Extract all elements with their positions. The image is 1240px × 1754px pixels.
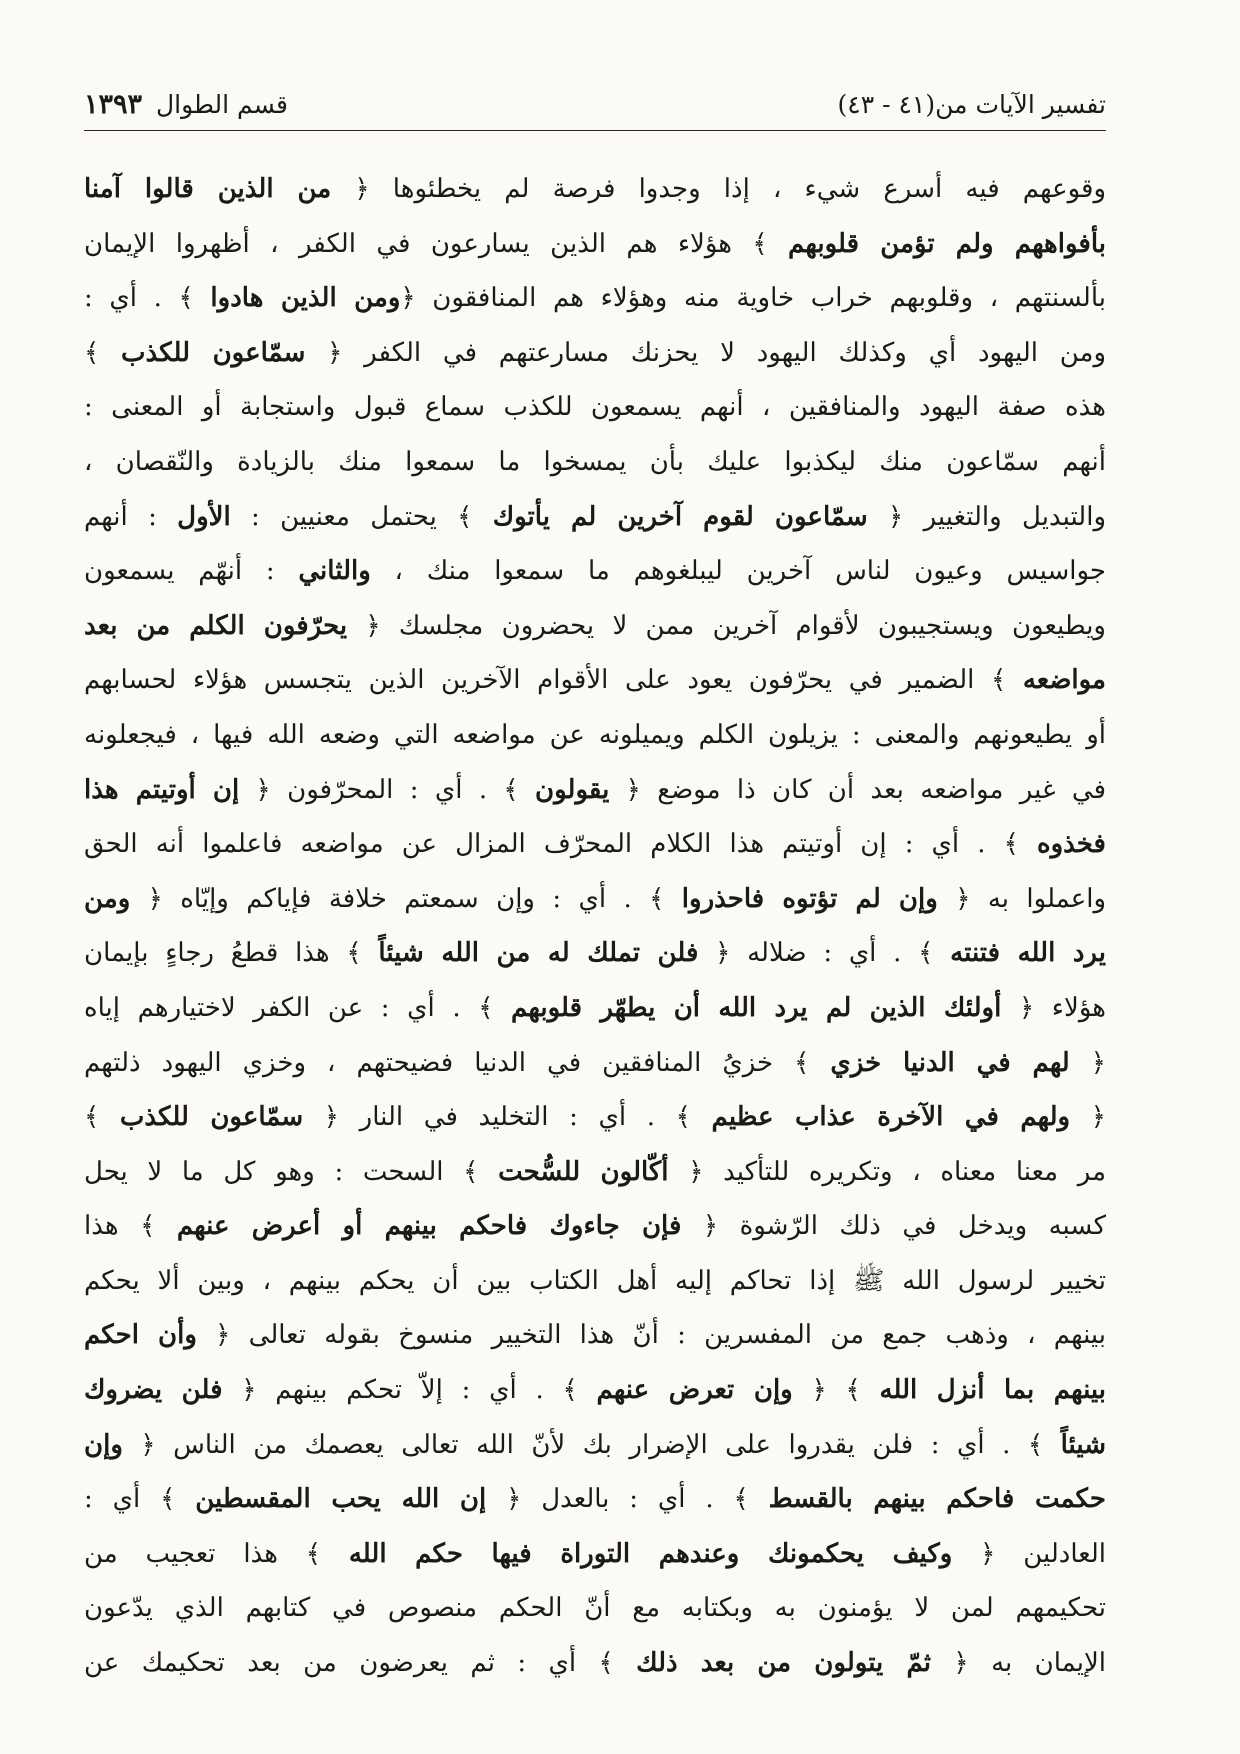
commentary-text: ﴾ . أي : إن أوتيتم هذا الكلام المحرّف المزال عن مواضعه فاعلموا أنه الحق — [84, 829, 1037, 860]
quranic-phrase: مواضعه — [1022, 665, 1106, 696]
quranic-phrase: بأفواههم ولم تؤمن قلوبهم — [788, 228, 1106, 259]
quranic-phrase: فلن يضروك — [84, 1375, 223, 1406]
part-title: قسم الطوال — [156, 90, 288, 119]
commentary-text: ﴾ هؤلاء هم الذين يسارعون في الكفر ، أظهروا الإيمان — [84, 228, 789, 259]
commentary-text: ﴾ . أي : بالعدل ﴿ — [486, 1484, 769, 1515]
commentary-text: تخيير لرسول الله ﷺ إذا تحاكم إليه أهل الكتاب بين أن يحكم بينهم ، وبين ألا يحكم — [84, 1265, 1106, 1296]
quranic-phrase: فلن تملك له من الله شيئاً — [378, 938, 699, 969]
commentary-text: ﴾ . أي : — [84, 283, 211, 314]
commentary-text: الإيمان به ﴿ — [931, 1648, 1106, 1679]
commentary-text: ﴾ خزيُ المنافقين في الدنيا فضيحتهم ، وخزي اليهود ذلتهم — [84, 1047, 831, 1078]
quranic-phrase: ولهم في الآخرة عذاب عظيم — [711, 1102, 1071, 1133]
text-line — [84, 1472, 1106, 1527]
quranic-phrase: إن أوتيتم هذا — [84, 774, 240, 805]
text-line — [84, 708, 1106, 763]
tafsir-body-text — [84, 162, 1106, 1691]
commentary-text: ﴾ . أي : ضلاله ﴿ — [698, 938, 951, 969]
text-line — [84, 490, 1106, 545]
quranic-phrase: فإن جاءوك فاحكم بينهم أو أعرض عنهم — [176, 1211, 682, 1242]
text-line — [84, 1090, 1106, 1145]
text-line — [84, 162, 1106, 217]
commentary-text: ﴾ السحت : وهو كل ما لا يحل — [84, 1156, 499, 1187]
text-line — [84, 599, 1106, 654]
text-line — [84, 817, 1106, 872]
text-line — [84, 435, 1106, 490]
commentary-text: ﴾ أي : — [84, 1484, 196, 1515]
quranic-phrase: إن الله يحب المقسطين — [195, 1484, 487, 1515]
commentary-text: ﴾ هذا — [84, 1211, 177, 1242]
running-header — [84, 84, 1106, 126]
text-line — [84, 981, 1106, 1036]
quranic-phrase: الأول — [177, 501, 231, 532]
text-line — [84, 1418, 1106, 1473]
text-line — [84, 380, 1106, 435]
quranic-phrase: وكيف يحكمونك وعندهم التوراة فيها حكم الله — [348, 1538, 953, 1569]
commentary-text: والتبديل والتغيير ﴿ — [867, 501, 1106, 532]
commentary-text: في غير مواضعه بعد أن كان ذا موضع ﴿ — [609, 774, 1106, 805]
commentary-text: واعملوا به ﴿ — [937, 883, 1106, 914]
text-line — [84, 1145, 1106, 1200]
quranic-phrase: سمّاعون للكذب — [121, 337, 306, 368]
commentary-text: ﴾ . أي : فلن يقدروا على الإضرار بك لأنّ الله تعالى يعصمك من الناس ﴿ — [122, 1429, 1061, 1460]
commentary-text: ﴾ هذا تعجيب من — [84, 1538, 349, 1569]
commentary-text: ﴾ أي : ثم يعرضون من بعد تحكيمك عن — [84, 1648, 637, 1679]
commentary-text: جواسيس وعيون لناس آخرين ليبلغوهم ما سمعوا منك ، — [370, 556, 1106, 587]
text-line — [84, 1581, 1106, 1636]
quranic-phrase: ومن الذين هادوا — [210, 283, 401, 314]
quranic-phrase: بينهم بما أنزل الله — [879, 1375, 1106, 1406]
commentary-text: ﴾ يحتمل معنيين : — [230, 501, 493, 532]
text-line — [84, 653, 1106, 708]
commentary-text: مر معنا معناه ، وتكريره للتأكيد ﴿ — [668, 1156, 1106, 1187]
quranic-phrase: حكمت فاحكم بينهم بالقسط — [768, 1484, 1106, 1515]
quranic-phrase: ومن — [84, 883, 131, 914]
commentary-text: ﴾ — [84, 1102, 120, 1133]
commentary-text: أنهم سمّاعون منك ليكذبوا عليك بأن يمسخوا ما سمعوا منك بالزيادة والنّقصان ، — [84, 446, 1106, 477]
commentary-text: ومن اليهود أي وكذلك اليهود لا يحزنك مسارعتهم في الكفر ﴿ — [305, 337, 1106, 368]
page-header-left — [84, 84, 288, 126]
quranic-phrase: فخذوه — [1036, 829, 1106, 860]
commentary-text: أو يطيعونهم والمعنى : يزيلون الكلم ويميلونه عن مواضعه التي وضعه الله فيها ، فيجعلونه — [84, 719, 1106, 750]
commentary-text: ﴾ . أي : وإن سمعتم خلافة فإياكم وإيّاه ﴿ — [130, 883, 682, 914]
commentary-text: : أنهّم يسمعون — [84, 556, 299, 587]
commentary-text: ﴾ . أي : التخليد في النار ﴿ — [303, 1102, 712, 1133]
commentary-text: كسبه ويدخل في ذلك الرّشوة ﴿ — [681, 1211, 1106, 1242]
commentary-text: ﴾ . أي : المحرّفون ﴿ — [239, 774, 536, 805]
text-line — [84, 1363, 1106, 1418]
commentary-text: بينهم ، وذهب جمع من المفسرين : أنّ هذا التخيير منسوخ بقوله تعالى ﴿ — [196, 1320, 1106, 1351]
quranic-phrase: وإن — [84, 1429, 123, 1460]
commentary-text: ﴾ الضمير في يحرّفون يعود على الأقوام الآخرين الذين يتجسس هؤلاء لحسابهم — [84, 665, 1023, 696]
text-line — [84, 763, 1106, 818]
commentary-text: ﴾ . أي : إلاّ تحكم بينهم ﴿ — [222, 1375, 597, 1406]
text-line — [84, 1527, 1106, 1582]
quranic-phrase: أكّالون للسُّحت — [498, 1156, 669, 1187]
commentary-text: : أنهم — [84, 501, 178, 532]
quranic-phrase: يقولون — [535, 774, 610, 805]
text-line — [84, 1036, 1106, 1091]
quranic-phrase: وإن لم تؤتوه فاحذروا — [681, 883, 938, 914]
quranic-phrase: سمّاعون لقوم آخرين لم يأتوك — [492, 501, 868, 532]
text-line — [84, 1636, 1106, 1691]
quranic-phrase: وأن احكم — [84, 1320, 197, 1351]
text-line — [84, 926, 1106, 981]
quranic-phrase: أولئك الذين لم يرد الله أن يطهّر قلوبهم — [511, 992, 1002, 1023]
text-line — [84, 326, 1106, 381]
text-line — [84, 544, 1106, 599]
text-line — [84, 872, 1106, 927]
commentary-text: ﴿ — [1070, 1102, 1106, 1133]
section-title: تفسير الآيات من(٤١ - ٤٣) — [837, 90, 1106, 119]
commentary-text: وقوعهم فيه أسرع شيء ، إذا وجدوا فرصة لم يخطئوها ﴿ — [331, 174, 1106, 204]
quranic-phrase: شيئاً — [1060, 1429, 1106, 1460]
commentary-text: ﴾ ﴿ — [792, 1375, 880, 1406]
quranic-phrase: والثاني — [298, 556, 371, 587]
quranic-phrase: يرد الله فتنته — [950, 938, 1106, 969]
quranic-phrase: يحرّفون الكلم من بعد — [84, 610, 348, 641]
commentary-text: ويطيعون ويستجيبون لأقوام آخرين ممن لا يحضرون مجلسك ﴿ — [347, 610, 1106, 641]
page-number: ١٣٩٣ — [84, 89, 143, 120]
quranic-phrase: من الذين قالوا آمنا — [84, 174, 332, 204]
quranic-phrase: سمّاعون للكذب — [119, 1102, 304, 1133]
text-line — [84, 217, 1106, 272]
quranic-phrase: لهم في الدنيا خزي — [830, 1047, 1070, 1078]
commentary-text: العادلين ﴿ — [952, 1538, 1106, 1569]
quranic-phrase: وإن تعرض عنهم — [596, 1375, 793, 1406]
text-line — [84, 1199, 1106, 1254]
commentary-text: ﴿ — [1069, 1047, 1106, 1078]
text-line — [84, 1254, 1106, 1309]
commentary-text: هذه صفة اليهود والمنافقين ، أنهم يسمعون للكذب سماع قبول واستجابة أو المعنى : — [84, 392, 1106, 423]
commentary-text: ﴾ — [84, 337, 122, 368]
commentary-text: ﴾ . أي : عن الكفر لاختيارهم إياه — [84, 992, 512, 1023]
text-line — [84, 271, 1106, 326]
commentary-text: بألسنتهم ، وقلوبهم خراب خاوية منه وهؤلاء هم المنافقون ﴿ — [400, 283, 1106, 314]
commentary-text: هؤلاء ﴿ — [1001, 992, 1106, 1023]
quranic-phrase: ثمّ يتولون من بعد ذلك — [636, 1648, 932, 1679]
text-line — [84, 1308, 1106, 1363]
commentary-text: ﴾ هذا قطعُ رجاءٍ بإيمان — [84, 938, 379, 969]
header-divider — [84, 130, 1106, 131]
commentary-text: تحكيمهم لمن لا يؤمنون به وبكتابه مع أنّ الحكم منصوص في كتابهم الذي يدّعون — [84, 1593, 1106, 1624]
